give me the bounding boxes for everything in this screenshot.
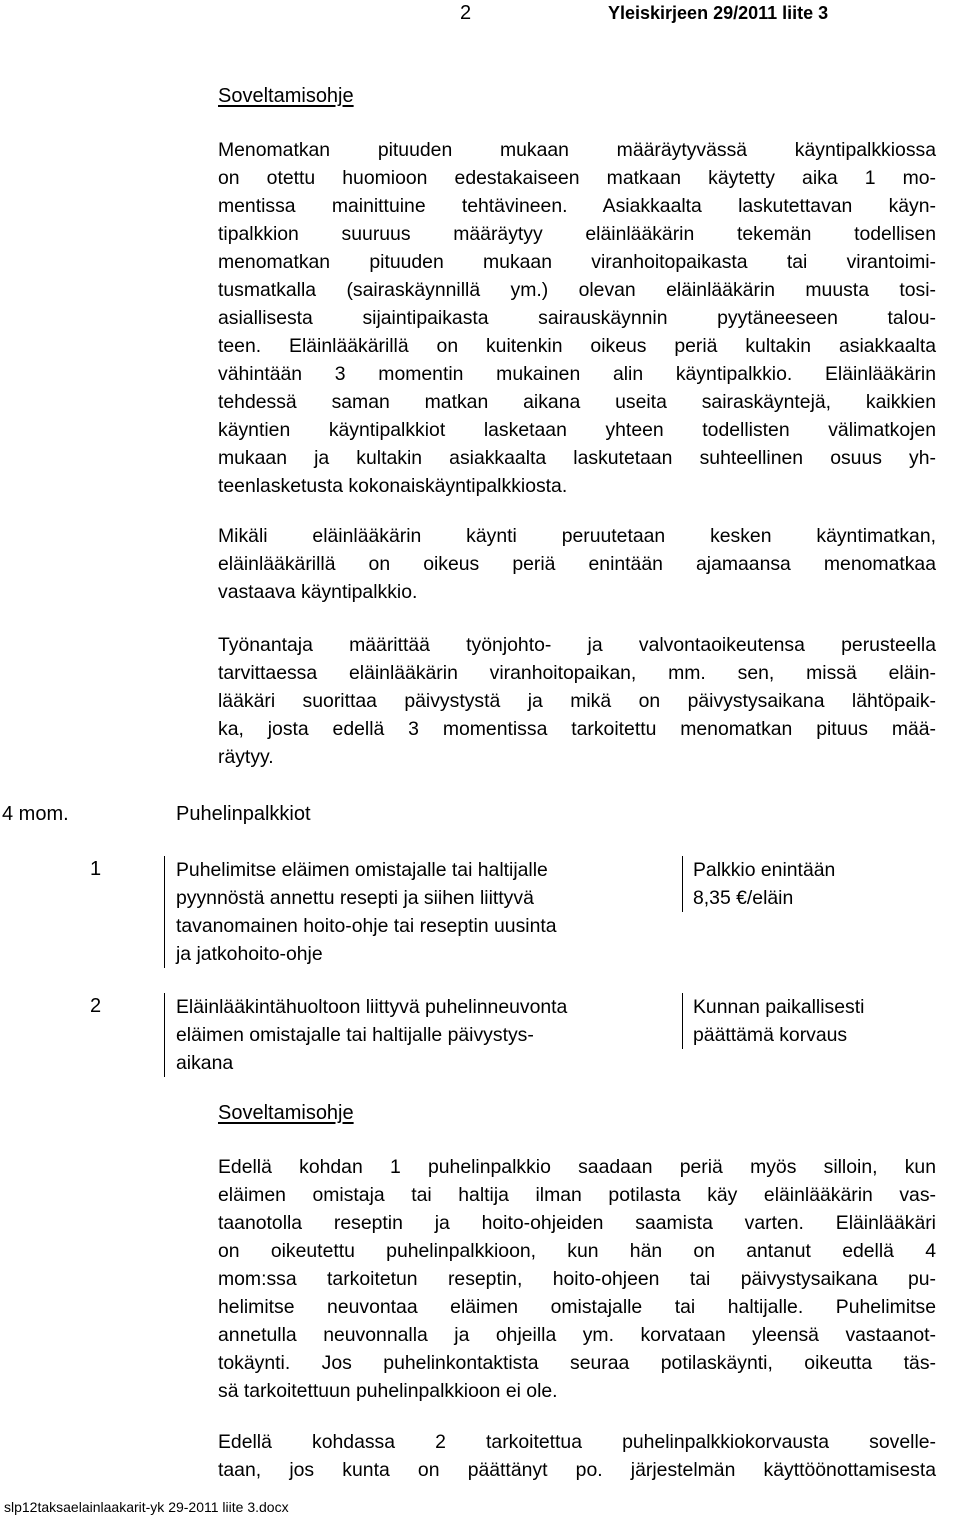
paragraph-peruutus (218, 522, 936, 606)
paragraph-line: tokäynti. Jos puhelinkontaktista seuraa potilaskäynti, oikeutta täs- (218, 1352, 936, 1374)
paragraph-line: räytyy. (218, 746, 274, 768)
paragraph-line: tusmatkalla (sairaskäynnillä ym.) olevan eläinlääkärin muusta tosi- (218, 279, 936, 301)
paragraph-line: teenlasketusta kokonaiskäyntipalkkiosta. (218, 475, 568, 497)
paragraph-line: Mikäli eläinlääkärin käynti peruutetaan kesken käyntimatkan, (218, 525, 936, 547)
fee-description-line: Eläinlääkintähuoltoon liittyvä puhelinneuvonta (176, 996, 568, 1018)
fee-description-line: tavanomainen hoito-ohje tai reseptin uusinta (176, 915, 557, 937)
paragraph-line: menomatkan pituuden mukaan viranhoitopaikasta tai virantoimi- (218, 251, 936, 273)
paragraph-line: mentissa mainittuine tehtävineen. Asiakkaalta laskutettavan käyn- (218, 195, 936, 217)
fee-description-line: aikana (176, 1052, 234, 1074)
paragraph-line: taanotolla reseptin ja hoito-ohjeiden saamista varten. Eläinlääkäri (218, 1212, 936, 1234)
page-number: 2 (460, 2, 472, 24)
section-number: 4 mom. (2, 803, 69, 825)
section-title: Puhelinpalkkiot (176, 803, 311, 825)
paragraph-line: Menomatkan pituuden mukaan määräytyvässä käyntipalkkiossa (218, 139, 936, 161)
fee-amount-line: Palkkio enintään (693, 859, 836, 881)
paragraph-line: vastaava käyntipalkkio. (218, 581, 418, 603)
paragraph-line: Edellä kohdan 1 puhelinpalkkio saadaan periä myös silloin, kun (218, 1156, 936, 1178)
footer-filename: slp12taksaelainlaakarit-yk 29-2011 liite 3.docx (4, 1499, 289, 1515)
paragraph-line: on otettu huomioon edestakaiseen matkaan käytetty aika 1 mo- (218, 167, 936, 189)
paragraph-line: taan, jos kunta on päättänyt po. järjestelmän käyttöönottamisesta (218, 1459, 936, 1481)
paragraph-line: tarvittaessa eläinlääkärin viranhoitopaikan, mm. sen, missä eläin- (218, 662, 936, 684)
paragraph-line: eläimen omistaja tai haltija ilman potilasta käy eläinlääkärin vas- (218, 1184, 936, 1206)
document-header-title: Yleiskirjeen 29/2011 liite 3 (608, 3, 829, 23)
fee-description-line: eläimen omistajalle tai haltijalle päivystys- (176, 1024, 534, 1046)
paragraph-line: tehdessä saman matkan aikana useita sairaskäyntejä, kaikkien (218, 391, 936, 413)
paragraph-line: Työnantaja määrittää työnjohto- ja valvontaoikeutensa perusteella (218, 634, 936, 656)
paragraph-tyonantaja (218, 631, 936, 771)
fee-row-number: 1 (90, 858, 102, 880)
paragraph-line: mom:ssa tarkoitetun reseptin, hoito-ohjeen tai päivystysaikana pu- (218, 1268, 936, 1290)
fee-description-line: Puhelimitse eläimen omistajalle tai haltijalle (176, 859, 548, 881)
section-heading-soveltamisohje-1: Soveltamisohje (218, 85, 354, 107)
paragraph-line: eläinlääkärillä on oikeus periä enintään ajamaansa menomatkaa (218, 553, 936, 575)
paragraph-puhelinpalkkio (218, 1153, 936, 1405)
paragraph-line: annetulla neuvonnalla ja ohjeilla ym. korvataan yleensä vastaanot- (218, 1324, 936, 1346)
fee-row-number: 2 (90, 995, 102, 1017)
paragraph-line: Edellä kohdassa 2 tarkoitettua puhelinpalkkiokorvausta sovelle- (218, 1431, 936, 1453)
fee-row-amount (682, 856, 933, 912)
paragraph-kohta-2 (218, 1428, 936, 1484)
fee-description-line: pyynnöstä annettu resepti ja siihen liittyvä (176, 887, 534, 909)
paragraph-line: mukaan ja kultakin asiakkaalta laskutetaan suhteellinen osuus yh- (218, 447, 936, 469)
paragraph-line: vähintään 3 momentin mukainen alin käyntipalkkio. Eläinlääkärin (218, 363, 936, 385)
fee-row-amount (682, 993, 933, 1049)
fee-amount-line: Kunnan paikallisesti (693, 996, 865, 1018)
paragraph-line: teen. Eläinlääkärillä on kuitenkin oikeus periä kultakin asiakkaalta (218, 335, 936, 357)
fee-amount-line: 8,35 €/eläin (693, 887, 794, 909)
fee-amount-line: päättämä korvaus (693, 1024, 848, 1046)
paragraph-line: käyntien käyntipalkkiot lasketaan yhteen todellisten välimatkojen (218, 419, 936, 441)
fee-description-line: ja jatkohoito-ohje (176, 943, 323, 965)
paragraph-line: helimitse neuvontaa eläimen omistajalle tai haltijalle. Puhelimitse (218, 1296, 936, 1318)
paragraph-line: lääkäri suorittaa päivystystä ja mikä on päivystysaikana lähtöpaik- (218, 690, 936, 712)
paragraph-line: tipalkkion suuruus määräytyy eläinlääkärin tekemän todellisen (218, 223, 936, 245)
paragraph-line: ka, josta edellä 3 momentissa tarkoitettu menomatkan pituus mää- (218, 718, 936, 740)
fee-row-description (164, 856, 676, 968)
paragraph-line: asiallisesta sijaintipaikasta sairauskäynnin pyytäneeseen talou- (218, 307, 936, 329)
paragraph-line: on oikeutettu puhelinpalkkioon, kun hän on antanut edellä 4 (218, 1240, 936, 1262)
paragraph-line: sä tarkoitettuun puhelinpalkkioon ei ole. (218, 1380, 558, 1402)
fee-row-description (164, 993, 676, 1077)
paragraph-menomatka (218, 136, 936, 500)
section-heading-soveltamisohje-2: Soveltamisohje (218, 1102, 354, 1124)
